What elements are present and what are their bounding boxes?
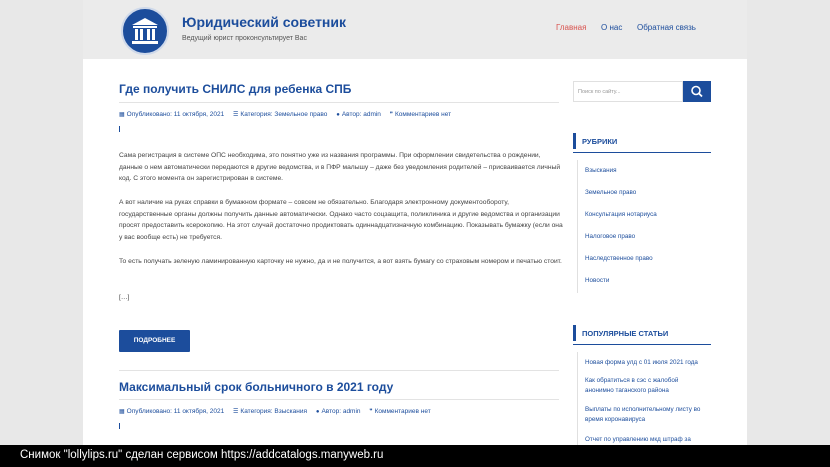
- post-title[interactable]: Максимальный срок больничного в 2021 году: [119, 380, 394, 394]
- meta-accent-bar: [119, 423, 120, 429]
- comments-icon: ❞: [389, 112, 393, 118]
- left-gutter: [0, 0, 83, 445]
- search-input[interactable]: [573, 81, 683, 102]
- widget-underline: [573, 344, 711, 345]
- popular-title: ПОПУЛЯРНЫЕ СТАТЬИ: [582, 329, 669, 338]
- category-link[interactable]: Новости: [585, 277, 610, 284]
- post-title[interactable]: Где получить СНИЛС для ребенка СПБ: [119, 82, 352, 96]
- post-meta: [119, 111, 458, 118]
- meta-author-text[interactable]: Автор: admin: [341, 111, 381, 118]
- widget-accent: [573, 325, 576, 341]
- screenshot-caption-bar: [0, 445, 830, 467]
- user-icon: ●: [336, 112, 340, 118]
- list-icon: ☰: [233, 112, 239, 118]
- post-paragraph: То есть получать зеленую ламинированную карточку не нужно, да и не получится, а вот взять бумагу со страховым номером и печатью стоит.: [119, 258, 562, 265]
- read-more-button[interactable]: ПОДРОБНЕЕ: [119, 330, 190, 352]
- popular-link-text[interactable]: анонимно таганского района: [585, 387, 669, 394]
- meta-accent-bar: [119, 126, 120, 132]
- popular-link[interactable]: [585, 376, 678, 396]
- meta-comments-text[interactable]: Комментариев нет: [394, 111, 452, 118]
- list-rail: [577, 160, 578, 293]
- calendar-icon: ▦: [119, 409, 125, 415]
- nav-home[interactable]: Главная: [556, 23, 587, 32]
- calendar-icon: ▦: [119, 112, 125, 118]
- right-gutter: [747, 0, 830, 445]
- post-meta: [119, 408, 438, 415]
- post-ellipsis: […]: [119, 294, 130, 301]
- meta-published: [119, 111, 224, 118]
- category-link[interactable]: Наследственное право: [585, 255, 653, 262]
- list-rail: [577, 352, 578, 445]
- meta-comments-text[interactable]: Комментариев нет: [374, 408, 431, 415]
- post-divider: [119, 370, 559, 371]
- nav-contact[interactable]: Обратная связь: [637, 23, 696, 32]
- category-link[interactable]: Налоговое право: [585, 233, 636, 240]
- meta-category[interactable]: [233, 111, 327, 118]
- meta-published-text: Опубликовано: 11 октября, 2021: [126, 111, 225, 118]
- meta-comments[interactable]: [390, 111, 451, 118]
- category-link[interactable]: Взыскания: [585, 167, 617, 174]
- site-title[interactable]: Юридический советник: [182, 14, 347, 30]
- widget-accent: [573, 133, 576, 149]
- popular-link[interactable]: [585, 405, 700, 425]
- meta-author[interactable]: [316, 408, 361, 415]
- meta-author[interactable]: [336, 111, 381, 118]
- popular-link[interactable]: [585, 358, 698, 368]
- meta-category-text[interactable]: Категория: Земельное право: [240, 111, 328, 118]
- comments-icon: ❞: [369, 409, 373, 415]
- search-button[interactable]: [683, 81, 711, 102]
- user-icon: ●: [315, 409, 320, 415]
- site-description: Ведущий юрист проконсультирует Вас: [182, 35, 307, 42]
- widget-underline: [573, 152, 711, 153]
- popular-link-text[interactable]: время коронавируса: [585, 416, 646, 423]
- meta-category[interactable]: [233, 408, 307, 415]
- popular-link-text[interactable]: Как обратиться в сэс с жалобой: [585, 377, 679, 384]
- page: [83, 0, 747, 445]
- meta-published-text: Опубликовано: 11 октября, 2021: [126, 408, 225, 415]
- list-icon: ☰: [233, 409, 239, 415]
- meta-comments[interactable]: [369, 408, 430, 415]
- courthouse-logo-icon[interactable]: [121, 7, 169, 55]
- post-paragraph: А вот наличие на руках справки в бумажном формате – совсем не обязательно. Благодаря электронному документообороту, государственные органы должны получить данные автоматически. Однако часто соцзащита, поликлиника и другие ведомства и организации просят предоставить ксерокопию. На этот случай достаточно продиктовать одиннадцатизначную комбинацию. Показывать бумажку (если она у вас вообще есть) не требуется.: [119, 199, 563, 241]
- category-link[interactable]: Консультация нотариуса: [585, 211, 657, 218]
- meta-author-text[interactable]: Автор: admin: [321, 408, 361, 415]
- search-placeholder: Поиск по сайту...: [578, 89, 621, 95]
- search-icon: [683, 81, 711, 102]
- categories-title: РУБРИКИ: [582, 137, 618, 146]
- popular-link-text[interactable]: Выплаты по исполнительному листу во: [585, 406, 701, 413]
- nav-about[interactable]: О нас: [601, 23, 623, 32]
- post-divider: [119, 399, 559, 400]
- post-paragraph: Сама регистрация в системе ОПС необходима, это понятно уже из названия программы. При оформлении свидетельства о рождении, данные о нем автоматически передаются в другие ведомства, и в ПФР малышу – даже без уведомления родителей – присваивается личный код. С этого момента он зарегистрирован в системе.: [119, 152, 561, 182]
- post-divider: [119, 102, 559, 103]
- meta-published: [119, 408, 224, 415]
- category-link[interactable]: Земельное право: [585, 189, 637, 196]
- popular-link-text[interactable]: Отчет по управлению мкд штраф за: [585, 436, 691, 443]
- screenshot-caption: Снимок "lollylips.ru" сделан сервисом https://addcatalogs.manyweb.ru: [20, 449, 384, 461]
- meta-category-text[interactable]: Категория: Взыскания: [240, 408, 307, 415]
- popular-link[interactable]: [585, 435, 691, 445]
- popular-link-text[interactable]: Новая форма улд с 01 июля 2021 года: [585, 359, 698, 366]
- site-header: [83, 0, 747, 59]
